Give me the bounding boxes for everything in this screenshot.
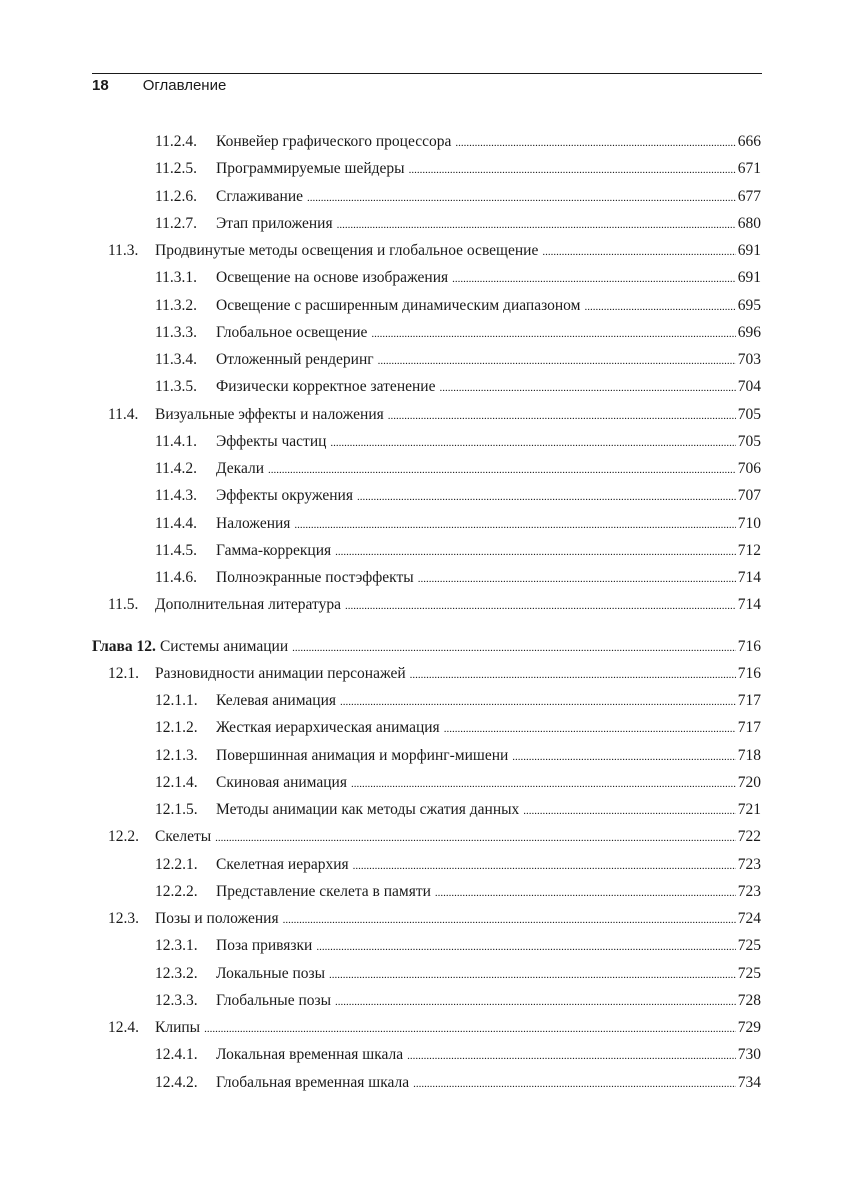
toc-entry-number: 12.3.1. [155, 937, 198, 955]
toc-entry[interactable] [155, 1041, 761, 1068]
dot-leader [523, 798, 735, 825]
toc-entry-page: 671 [737, 160, 761, 178]
toc-entry-page: 703 [737, 351, 761, 368]
toc-entry[interactable] [155, 932, 761, 959]
toc-entry-title: Программируемые шейдеры [216, 160, 405, 178]
toc-entry-number: 12.2. [108, 828, 139, 846]
toc-entry-page: 723 [737, 882, 761, 900]
toc-entry-number: 12.2.1. [155, 855, 198, 873]
toc-entry-title: Продвинутые методы освещения и глобальное освещение [155, 242, 539, 259]
toc-entry-number: 11.3.5. [155, 378, 198, 396]
toc-entry-number: 11.4.5. [155, 541, 198, 559]
dot-leader [353, 853, 736, 880]
dot-leader [410, 662, 736, 689]
toc-entry-page: 723 [737, 855, 761, 873]
dot-leader [407, 1043, 736, 1070]
toc-entry-number: 12.4. [108, 1019, 139, 1036]
toc-entry[interactable] [155, 183, 761, 210]
toc-entry-number: 11.5. [108, 596, 139, 614]
toc-entry-page: 695 [737, 296, 761, 314]
toc-entry-number: 11.3. [108, 242, 139, 259]
toc-entry-page: 725 [737, 937, 761, 955]
toc-entry-title: Локальные позы [216, 964, 326, 982]
toc-entry-page: 717 [737, 719, 761, 737]
toc-entry-title: Дополнительная литература [155, 596, 341, 614]
dot-leader [357, 484, 736, 511]
toc-entry[interactable] [155, 564, 761, 591]
toc-entry[interactable] [155, 878, 761, 905]
toc-entry-page: 722 [737, 828, 761, 846]
dot-leader [512, 744, 735, 771]
toc-entry[interactable] [155, 1069, 761, 1096]
toc-entry[interactable] [155, 455, 761, 482]
toc-entry-title: Методы анимации как методы сжатия данных [216, 801, 520, 818]
toc-entry[interactable] [155, 346, 761, 373]
toc-entry[interactable] [155, 373, 761, 400]
toc-entry[interactable] [155, 960, 761, 987]
toc-entry[interactable] [108, 237, 761, 264]
toc-entry-page: 724 [737, 910, 761, 927]
dot-leader [371, 321, 735, 348]
toc-entry-page: 725 [737, 964, 761, 982]
dot-leader [204, 1016, 736, 1043]
toc-entry[interactable] [155, 742, 761, 769]
toc-entry-page: 696 [737, 323, 761, 341]
toc-entry-number: 12.4.1. [155, 1046, 198, 1064]
dot-leader [542, 239, 735, 266]
toc-entry-number: 12.1.2. [155, 719, 198, 737]
toc-entry-title: Этап приложения [216, 214, 333, 232]
dot-leader [584, 294, 735, 321]
toc-entry-title: Глобальная временная шкала [216, 1073, 410, 1091]
toc-entry-title: Локальная временная шкала [216, 1046, 404, 1064]
toc-entry-title: Физически корректное затенение [216, 378, 436, 396]
toc-entry-page: 677 [737, 187, 761, 205]
toc-entry[interactable] [155, 155, 761, 182]
toc-entry-page: 720 [737, 773, 761, 791]
toc-entry-number: 12.3. [108, 910, 139, 927]
toc-entry[interactable] [108, 401, 761, 428]
toc-entry-title: Визуальные эффекты и наложения [155, 405, 384, 423]
toc-entry-page: 680 [737, 214, 761, 232]
toc-entry-number: 11.4.3. [155, 487, 198, 505]
toc-entry-page: 704 [737, 378, 761, 396]
toc-entry-number: 11.3.1. [155, 269, 198, 287]
toc-entry-title: Позы и положения [155, 910, 279, 927]
toc-entry-title: Гамма-коррекция [216, 541, 332, 559]
toc-entry-number: 12.1. [108, 664, 139, 682]
toc-entry-page: 666 [737, 133, 761, 150]
toc-entry[interactable] [155, 264, 761, 291]
toc-entry-page: 728 [737, 991, 761, 1009]
header-rule [92, 73, 762, 74]
toc-entry-title: Скелетная иерархия [216, 855, 349, 873]
page-number: 18 [92, 77, 109, 94]
toc-entry-number: 12.3.2. [155, 964, 198, 982]
toc-entry-title: Поза привязки [216, 937, 313, 955]
toc-entry-number: 11.2.5. [155, 160, 198, 178]
running-title: Оглавление [142, 77, 227, 94]
dot-leader [409, 157, 736, 184]
toc-entry-page: 717 [737, 692, 761, 709]
toc-entry-page: 714 [737, 569, 761, 586]
dot-leader [215, 825, 736, 852]
toc-entry[interactable] [155, 510, 761, 537]
toc-entry-number: 11.4.1. [155, 432, 198, 450]
toc-entry-page: 691 [737, 269, 761, 287]
dot-leader [378, 348, 736, 375]
dot-leader [439, 375, 735, 402]
toc-entry[interactable] [155, 428, 761, 455]
toc-entry-title: Освещение на основе изображения [216, 269, 449, 287]
dot-leader [340, 689, 736, 716]
toc-entry-title: Клипы [155, 1019, 201, 1036]
toc-entry-page: 730 [737, 1046, 761, 1064]
toc-entry-title: Эффекты окружения [216, 487, 353, 505]
toc-entry[interactable] [155, 796, 761, 823]
dot-leader [307, 185, 736, 212]
toc-entry-number: 11.4. [108, 405, 139, 423]
toc-entry-number: 12.1.4. [155, 773, 198, 791]
dot-leader [413, 1071, 736, 1098]
toc-entry[interactable] [155, 319, 761, 346]
toc-entry-number: 11.4.6. [155, 569, 198, 586]
toc-entry[interactable] [108, 660, 761, 687]
toc-entry-number: 11.3.4. [155, 351, 198, 368]
toc-entry-page: 718 [737, 746, 761, 764]
toc-entry-title: Скиновая анимация [216, 773, 347, 791]
toc-entry-number: 11.3.3. [155, 323, 198, 341]
toc-entry-title: Эффекты частиц [216, 432, 327, 450]
toc-entry-page: 734 [737, 1073, 761, 1091]
toc-entry-number: 11.4.4. [155, 514, 198, 532]
dot-leader [351, 771, 736, 798]
toc-entry[interactable] [155, 714, 761, 741]
toc-entry[interactable] [155, 482, 761, 509]
dot-leader [435, 880, 736, 907]
toc-entry-number: 11.2.6. [155, 187, 198, 205]
toc-entry[interactable] [155, 292, 761, 319]
toc-entry-number: 12.1.5. [155, 801, 198, 818]
toc-entry-page: 706 [737, 460, 761, 477]
toc-entry-page: 716 [737, 637, 761, 655]
toc-entry-title: Представление скелета в памяти [216, 882, 431, 900]
toc-entry[interactable] [108, 591, 761, 618]
toc-entry-number: 12.1.3. [155, 746, 198, 764]
toc-entry[interactable] [155, 687, 761, 714]
dot-leader [294, 512, 735, 539]
toc-entry-title: Повершинная анимация и морфинг-мишени [216, 746, 509, 764]
toc-entry-page: 707 [737, 487, 761, 505]
toc-chapter-entry[interactable] [92, 633, 761, 660]
toc-entry-page: 712 [737, 541, 761, 559]
toc-entry-title: Наложения [216, 514, 291, 532]
toc-entry-title: Конвейер графического процессора [216, 133, 452, 150]
toc-entry-page: 721 [737, 801, 761, 818]
toc-entry-title: Системы анимации [159, 637, 289, 655]
toc-entry-title: Скелеты [155, 828, 212, 846]
toc-entry-page: 716 [737, 664, 761, 682]
toc-entry-title: Жесткая иерархическая анимация [216, 719, 440, 737]
toc-entry[interactable] [108, 905, 761, 932]
toc-entry-page: 710 [737, 514, 761, 532]
toc-entry-title: Отложенный рендеринг [216, 351, 374, 368]
dot-leader [335, 989, 736, 1016]
toc-entry[interactable] [155, 537, 761, 564]
dot-leader [345, 593, 736, 620]
toc-entry-title: Разновидности анимации персонажей [155, 664, 406, 682]
dot-leader [335, 539, 736, 566]
dot-leader [292, 635, 736, 662]
toc-entry-page: 729 [737, 1019, 761, 1036]
dot-leader [337, 212, 736, 239]
toc-entry[interactable] [108, 823, 761, 850]
toc-entry-page: 705 [737, 432, 761, 450]
toc-entry[interactable] [155, 769, 761, 796]
toc-entry[interactable] [155, 128, 761, 155]
toc-entry-number: 12.2.2. [155, 882, 198, 900]
toc-entry[interactable] [155, 210, 761, 237]
toc-entry-title: Глобальное освещение [216, 323, 368, 341]
dot-leader [455, 130, 735, 157]
toc-entry-number: 12.3.3. [155, 991, 198, 1009]
toc-entry-number: 11.2.7. [155, 214, 198, 232]
dot-leader [452, 266, 736, 293]
toc-entry-number: 11.3.2. [155, 296, 198, 314]
toc-entry-title: Келевая анимация [216, 692, 337, 709]
toc-entry-page: 705 [737, 405, 761, 423]
dot-leader [316, 934, 735, 961]
toc-entry[interactable] [155, 851, 761, 878]
toc-entry-number: 11.4.2. [155, 460, 198, 477]
dot-leader [444, 716, 736, 743]
dot-leader [268, 457, 736, 484]
dot-leader [283, 907, 736, 934]
toc-entry-page: 691 [737, 242, 761, 259]
toc-entry-title: Полноэкранные постэффекты [216, 569, 414, 586]
toc-entry-title: Декали [216, 460, 264, 477]
dot-leader [388, 403, 736, 430]
toc-entry-number: 11.2.4. [155, 133, 198, 150]
toc-entry-number: Глава 12. [92, 637, 156, 655]
toc-entry-title: Сглаживание [216, 187, 303, 205]
toc-entry[interactable] [155, 987, 761, 1014]
dot-leader [329, 962, 736, 989]
toc-entry-title: Освещение с расширенным динамическим диапазоном [216, 296, 581, 314]
toc-entry-page: 714 [737, 596, 761, 614]
toc-entry-number: 12.1.1. [155, 692, 198, 709]
dot-leader [418, 566, 736, 593]
toc-entry[interactable] [108, 1014, 761, 1041]
toc-entry-number: 12.4.2. [155, 1073, 198, 1091]
dot-leader [330, 430, 735, 457]
toc-entry-title: Глобальные позы [216, 991, 332, 1009]
page-header [92, 77, 226, 101]
